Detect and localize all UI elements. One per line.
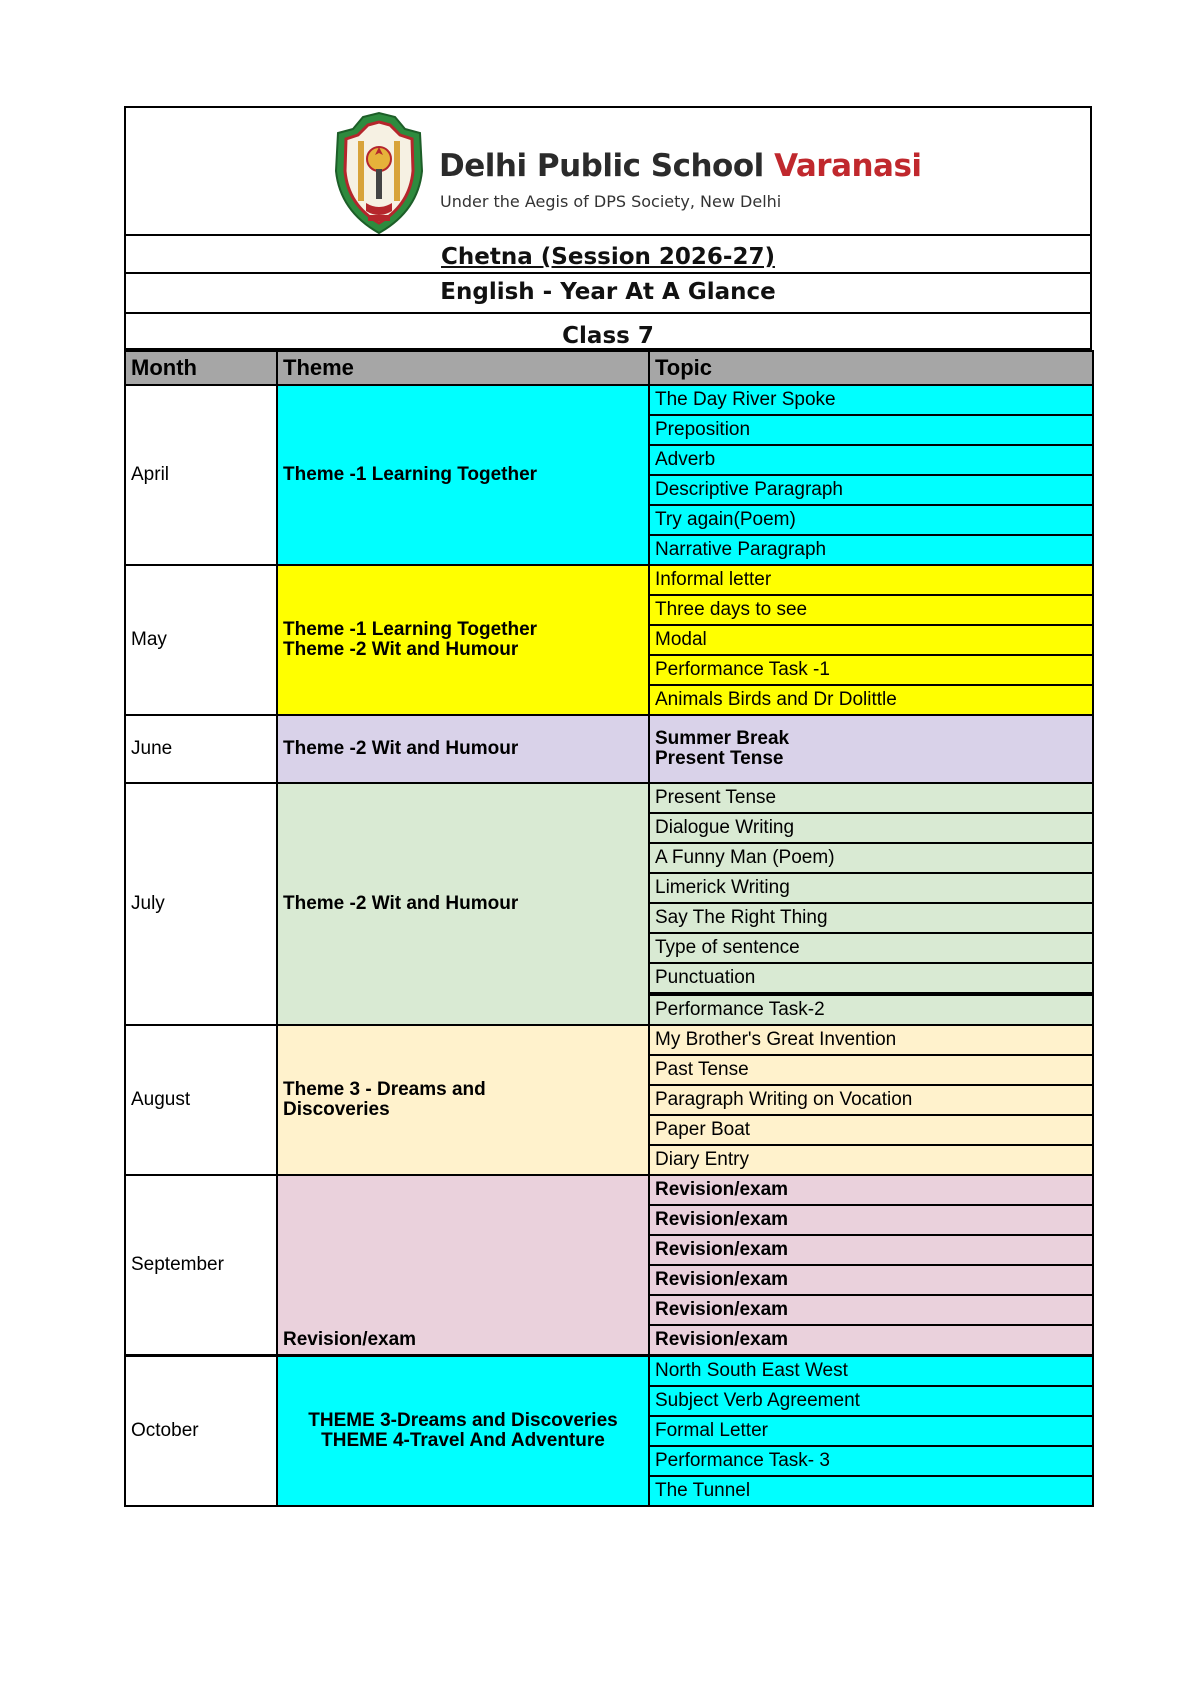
topic-cell: The Tunnel [649,1476,1093,1506]
theme-line: THEME 3-Dreams and Discoveries [308,1410,618,1431]
year-at-a-glance-sheet [124,106,1092,1507]
topic-cell: Limerick Writing [649,873,1093,903]
topic-cell: Diary Entry [649,1145,1093,1175]
theme-line: THEME 4-Travel And Adventure [321,1430,605,1451]
topic-cell: Informal letter [649,565,1093,595]
schedule-table [124,350,1094,1507]
theme-line: Discoveries [283,1099,390,1120]
topic-cell: Present Tense [649,783,1093,813]
topic-cell: Paragraph Writing on Vocation [649,1085,1093,1115]
topic-cell: Dialogue Writing [649,813,1093,843]
class-title-row [124,314,1092,350]
topic-cell: Modal [649,625,1093,655]
school-name-city: Varanasi [774,148,922,184]
topic-cell: Performance Task-2 [649,994,1093,1025]
column-header-topic: Topic [649,351,1093,385]
topic-cell: Adverb [649,445,1093,475]
table-header-row [125,351,1093,385]
table-row [125,1356,1093,1387]
month-cell-april: April [125,385,277,565]
dps-crest-logo-icon [328,111,430,235]
column-header-month: Month [125,351,277,385]
topic-cell: Try again(Poem) [649,505,1093,535]
theme-cell-july: Theme -2 Wit and Humour [277,783,649,1025]
subject-title-row [124,274,1092,314]
theme-cell-october [277,1356,649,1507]
topic-cell: My Brother's Great Invention [649,1025,1093,1055]
topic-cell-june [649,715,1093,783]
table-row [125,783,1093,813]
column-header-theme: Theme [277,351,649,385]
topic-cell: Subject Verb Agreement [649,1386,1093,1416]
theme-cell-may [277,565,649,715]
theme-cell-april: Theme -1 Learning Together [277,385,649,565]
topic-cell: North South East West [649,1356,1093,1387]
month-cell-october: October [125,1356,277,1507]
topic-cell: Paper Boat [649,1115,1093,1145]
month-cell-may: May [125,565,277,715]
topic-cell: Type of sentence [649,933,1093,963]
class-title: Class 7 [562,323,654,349]
topic-cell: Revision/exam [649,1235,1093,1265]
topic-cell: A Funny Man (Poem) [649,843,1093,873]
session-title-row [124,236,1092,274]
topic-cell: Preposition [649,415,1093,445]
theme-line: Theme -2 Wit and Humour [283,639,519,660]
table-row [125,385,1093,415]
theme-line: Theme -1 Learning Together [283,619,538,640]
theme-cell-june: Theme -2 Wit and Humour [277,715,649,783]
topic-cell: Revision/exam [649,1325,1093,1356]
month-cell-august: August [125,1025,277,1175]
theme-cell-september: Revision/exam [277,1175,649,1356]
topic-cell: Descriptive Paragraph [649,475,1093,505]
school-subtitle: Under the Aegis of DPS Society, New Delhi [440,192,782,211]
topic-cell: Past Tense [649,1055,1093,1085]
subject-title: English - Year At A Glance [440,279,776,305]
theme-cell-august [277,1025,649,1175]
topic-cell: Formal Letter [649,1416,1093,1446]
school-header [124,106,1092,236]
topic-cell: Revision/exam [649,1175,1093,1205]
month-cell-june: June [125,715,277,783]
month-cell-july: July [125,783,277,1025]
table-row [125,1025,1093,1055]
topic-cell: Revision/exam [649,1265,1093,1295]
table-row [125,715,1093,783]
topic-line: Summer Break [655,728,790,749]
topic-cell: Punctuation [649,963,1093,994]
school-name [439,148,922,184]
topic-cell: Animals Birds and Dr Dolittle [649,685,1093,715]
topic-cell: Say The Right Thing [649,903,1093,933]
session-title: Chetna (Session 2026-27) [441,244,775,270]
topic-line: Present Tense [655,748,784,769]
table-row [125,565,1093,595]
topic-cell: Revision/exam [649,1295,1093,1325]
theme-line: Theme 3 - Dreams and [283,1079,486,1100]
topic-cell: Performance Task- 3 [649,1446,1093,1476]
school-name-main: Delhi Public School [439,148,764,184]
topic-cell: Three days to see [649,595,1093,625]
table-row [125,1175,1093,1205]
topic-cell: Performance Task -1 [649,655,1093,685]
topic-cell: Revision/exam [649,1205,1093,1235]
month-cell-september: September [125,1175,277,1356]
topic-cell: The Day River Spoke [649,385,1093,415]
topic-cell: Narrative Paragraph [649,535,1093,565]
